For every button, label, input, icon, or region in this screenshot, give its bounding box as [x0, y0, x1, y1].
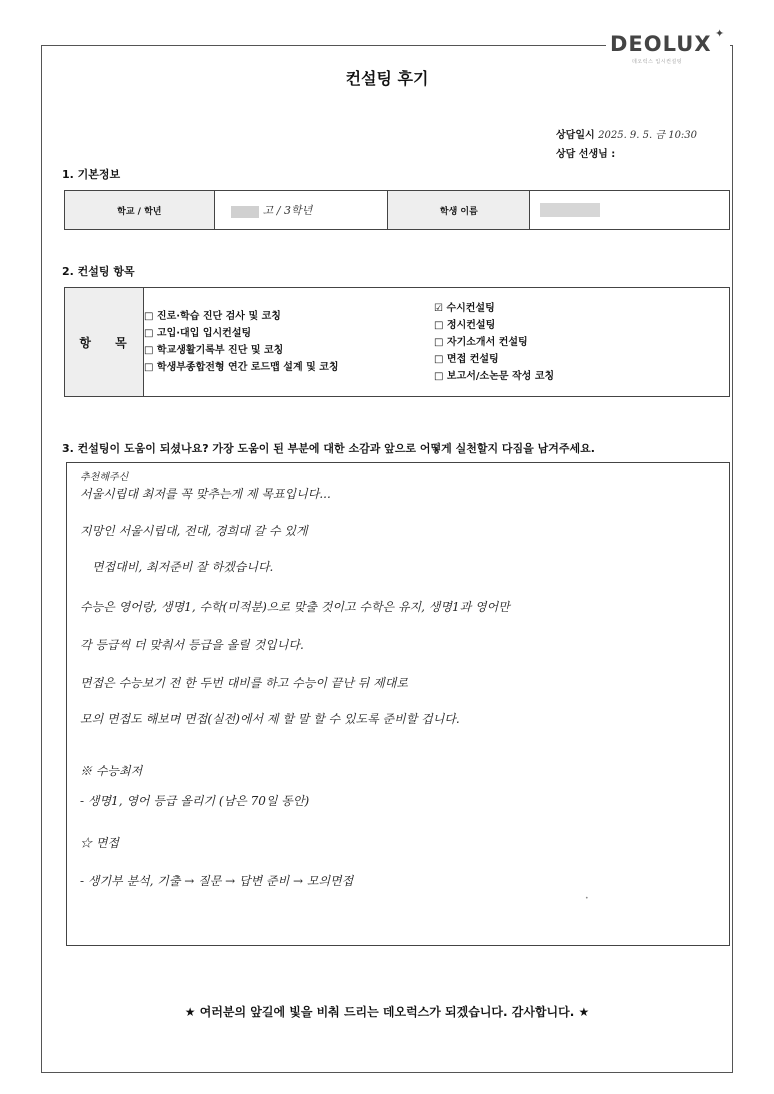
item-roadmap-design[interactable]: □ 학생부종합전형 연간 로드맵 설계 및 코칭	[144, 362, 339, 373]
feedback-line: 면접대비, 최저준비 잘 하겠습니다.	[92, 560, 274, 574]
redacted-student-name	[540, 203, 600, 217]
brand-logo: DEOLUX	[610, 32, 712, 56]
document-title: 컨설팅 후기	[345, 69, 429, 88]
item-early-admission[interactable]: ☑ 수시컨설팅	[434, 302, 495, 314]
items-left-list	[144, 288, 435, 397]
feedback-line: ☆ 면접	[80, 836, 119, 850]
logo-star-icon: ✦	[715, 27, 725, 40]
feedback-line: 서울시립대 최저를 꼭 맞추는게 제 목표입니다...	[80, 487, 331, 501]
basic-info-table	[64, 190, 730, 230]
feedback-line: 면접은 수능보기 전 한 두번 대비를 하고 수능이 끝난 뒤 제대로	[80, 676, 408, 690]
feedback-line: 모의 면접도 해보며 면접(실전)에서 제 할 말 할 수 있도록 준비할 겁니다.	[80, 712, 460, 726]
section3-question: 3. 컨설팅이 도움이 되셨나요? 가장 도움이 된 부분에 대한 소감과 앞으로 어떻게 실천할지 다짐을 남겨주세요.	[62, 442, 595, 455]
student-name-label: 학생 이름	[388, 191, 530, 230]
items-right-list	[434, 288, 730, 397]
consulting-items-table	[64, 287, 730, 397]
item-admission-consulting[interactable]: □ 고입·대입 입시컨설팅	[144, 328, 252, 339]
feedback-line: 수능은 영어랑, 생명1, 수학(미적분)으로 맞출 것이고 수학은 유지, 생명1과 영어만	[80, 600, 510, 614]
section2-heading: 2. 컨설팅 항목	[62, 265, 135, 278]
school-grade-label: 학교 / 학년	[65, 191, 215, 230]
item-record-diagnosis[interactable]: □ 학교생활기록부 진단 및 코칭	[144, 345, 284, 356]
section1-heading: 1. 기본정보	[62, 168, 121, 181]
consult-date-row	[556, 126, 697, 141]
consult-date-label: 상담일시	[556, 130, 595, 141]
item-report-coaching[interactable]: □ 보고서/소논문 작성 코칭	[434, 370, 555, 382]
counselor-label: 상담 선생님 :	[556, 149, 616, 160]
footer-message: ★ 여러분의 앞길에 빛을 비춰 드리는 데오럭스가 되겠습니다. 감사합니다. ★	[184, 1005, 590, 1019]
feedback-line: ※ 수능최저	[80, 764, 143, 778]
feedback-line: - 생기부 분석, 기출 → 질문 → 답변 준비 → 모의면접	[80, 874, 354, 888]
stray-mark: •	[585, 895, 589, 902]
feedback-line: 각 등급씩 더 맞춰서 등급을 올릴 것입니다.	[80, 638, 304, 652]
item-interview[interactable]: □ 면접 컨설팅	[434, 353, 499, 365]
student-name-value	[530, 191, 730, 230]
feedback-line: - 생명1, 영어 등급 올리기 (남은 70일 동안)	[80, 794, 310, 808]
redacted-school	[231, 206, 259, 218]
feedback-line: 지망인 서울시립대, 전대, 경희대 갈 수 있게	[80, 524, 308, 538]
item-career-diagnosis[interactable]: □ 진로·학습 진단 검사 및 코칭	[144, 311, 281, 322]
school-grade-value	[214, 191, 388, 230]
items-row-label: 항 목	[65, 288, 144, 397]
item-self-introduction[interactable]: □ 자기소개서 컨설팅	[434, 336, 528, 348]
consult-date-value: 2025. 9. 5. 금 10:30	[598, 130, 698, 141]
brand-tagline: 데오럭스 입시컨설팅	[632, 59, 683, 65]
school-grade-text: 고 / 3학년	[262, 204, 313, 217]
item-regular-admission[interactable]: □ 정시컨설팅	[434, 319, 496, 331]
feedback-line: 추천해주신	[80, 472, 129, 483]
